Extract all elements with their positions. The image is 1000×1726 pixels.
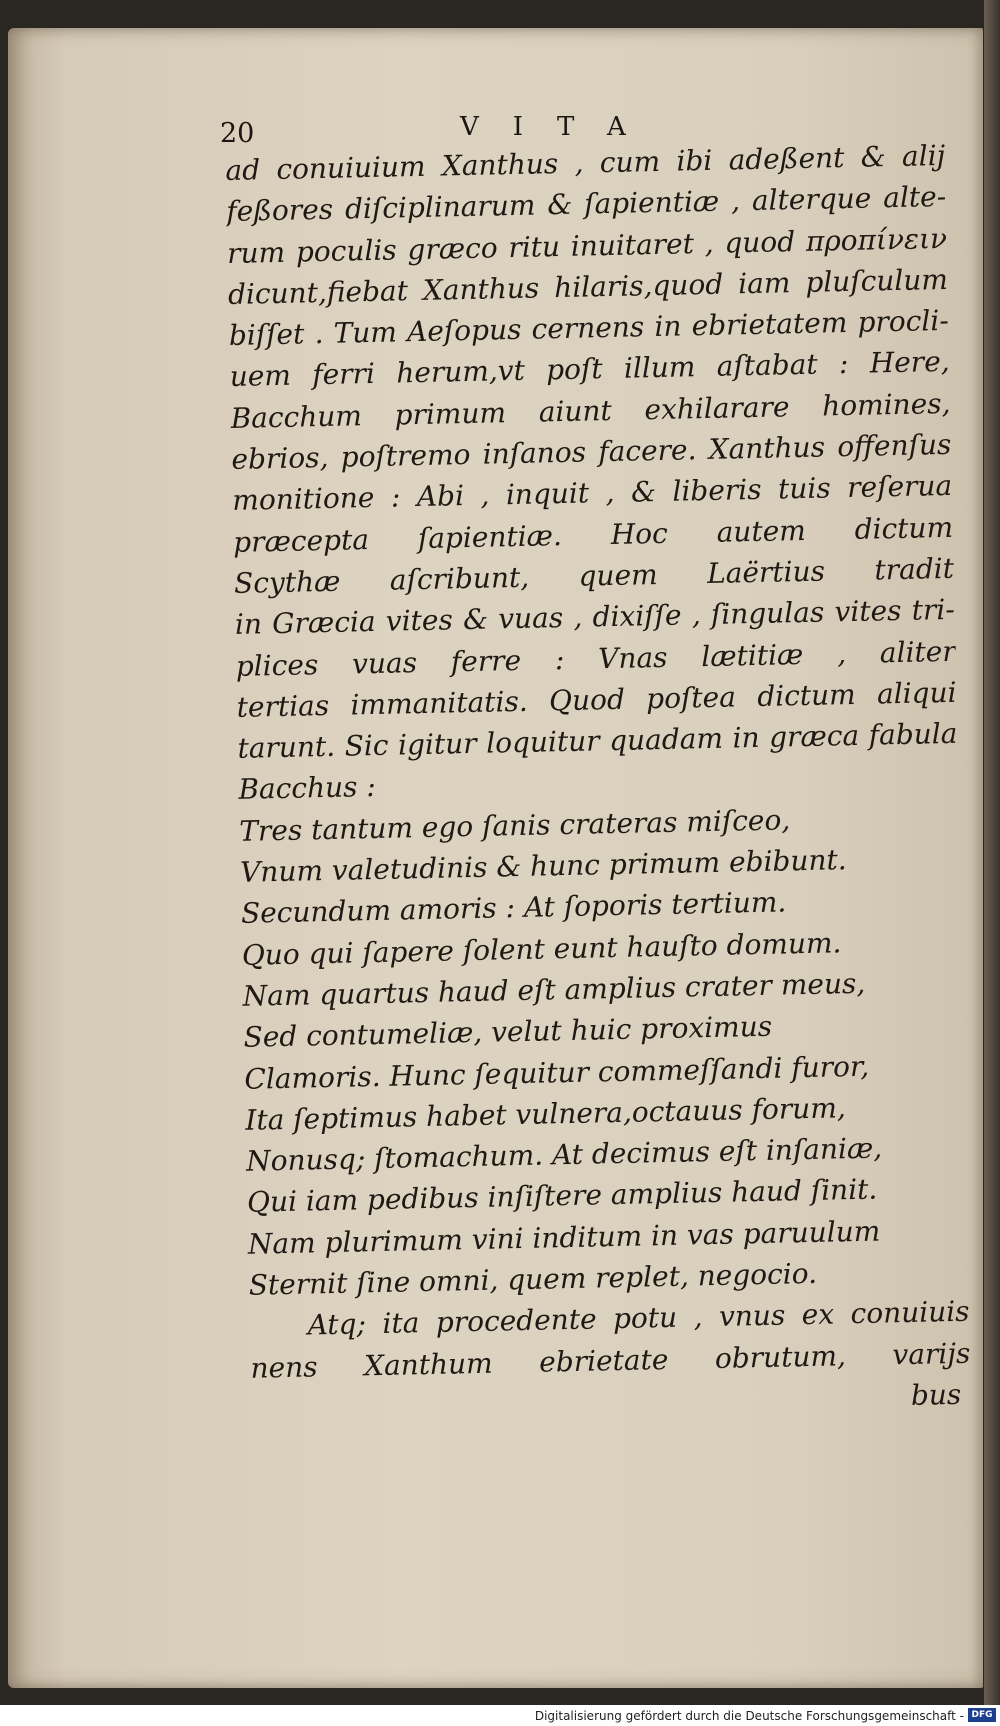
text-line: tarunt. Sic igitur loquitur quadam in græca fabula bbox=[237, 716, 958, 766]
funding-credit: Digitalisierung gefördert durch die Deutsche Forschungsgemeinschaft - bbox=[534, 1709, 964, 1723]
verse-line: Vnum valetudinis & hunc primum ebibunt. bbox=[239, 843, 847, 889]
digitization-footer bbox=[0, 1705, 1000, 1726]
text-line: Bacchum primum aiunt exhilarare homines, bbox=[230, 386, 951, 435]
text-line: nens Xanthum ebrietate obrutum, varijs bbox=[250, 1336, 971, 1385]
book-binding-edge bbox=[984, 0, 1000, 1705]
verse-line: Sternit ſine omni, quem replet, negocio. bbox=[248, 1256, 818, 1302]
text-line: tertias immanitatis. Quod poſtea dictum aliqui bbox=[236, 675, 957, 724]
text-line: ad conuiuium Xanthus , cum ibi adeßent & alij bbox=[225, 138, 946, 187]
verse-line: Secundum amoris : At ſoporis tertium. bbox=[240, 885, 787, 931]
main-text-block bbox=[225, 135, 972, 1430]
verse-line: Qui iam pedibus inſiſtere amplius haud ſinit. bbox=[246, 1172, 878, 1220]
text-line: ebrios, poſtremo inſanos facere. Xanthus offenſus bbox=[231, 427, 952, 477]
dfg-logo-icon: DFG bbox=[968, 1708, 996, 1722]
text-line: in Græcia vites & vuas , dixiſſe , ſingulas vites tri- bbox=[234, 593, 956, 642]
verse-line: Nam plurimum vini inditum in vas paruulum bbox=[247, 1214, 881, 1261]
text-line: rum poculis græco ritu inuitaret , quod προπίνειν bbox=[226, 221, 948, 270]
page-number: 20 bbox=[220, 118, 255, 149]
text-line: feßores diſciplinarum & ſapientiæ , alterque alte- bbox=[225, 180, 947, 229]
text-line: Scythæ aſcribunt, quem Laërtius tradit bbox=[233, 551, 955, 600]
verse-line: Clamoris. Hunc ſequitur commeſſandi furor, bbox=[244, 1049, 870, 1096]
verse-line: Quo qui ſapere ſolent eunt hauſto domum. bbox=[241, 925, 842, 972]
text-line: biſſet . Tum Aeſopus cernens in ebrietatem procli- bbox=[228, 304, 950, 353]
text-line: plices vuas ferre : Vnas lætitiæ , aliter bbox=[235, 634, 956, 683]
verse-line: Tres tantum ego ſanis crateras miſceo, bbox=[238, 803, 791, 848]
text-line: dicunt,fiebat Xanthus hilaris,quod iam pluſculum bbox=[227, 262, 949, 311]
text-line: Atq; ita procedente potu , vnus ex conuiuis bbox=[307, 1294, 970, 1342]
catchword: bus bbox=[910, 1377, 962, 1412]
verse-line: Nam quartus haud eſt amplius crater meus, bbox=[242, 966, 866, 1013]
text-line: monitione : Abi , inquit , & liberis tuis reſerua bbox=[232, 469, 953, 518]
verse-line: Sed contumeliæ, velut huic proximus bbox=[243, 1009, 773, 1055]
text-line: Bacchus : bbox=[238, 770, 377, 807]
verse-line: Ita ſeptimus habet vulnera,octauus forum, bbox=[244, 1091, 847, 1137]
text-line: uem ferri herum,vt poſt illum aſtabat : Here, bbox=[229, 345, 950, 394]
verse-line: Nonusq; ſtomachum. At decimus eſt inſaniæ, bbox=[245, 1131, 883, 1178]
running-head: VITA bbox=[460, 112, 660, 142]
text-line: præcepta ſapientiæ. Hoc autem dictum bbox=[232, 510, 954, 559]
